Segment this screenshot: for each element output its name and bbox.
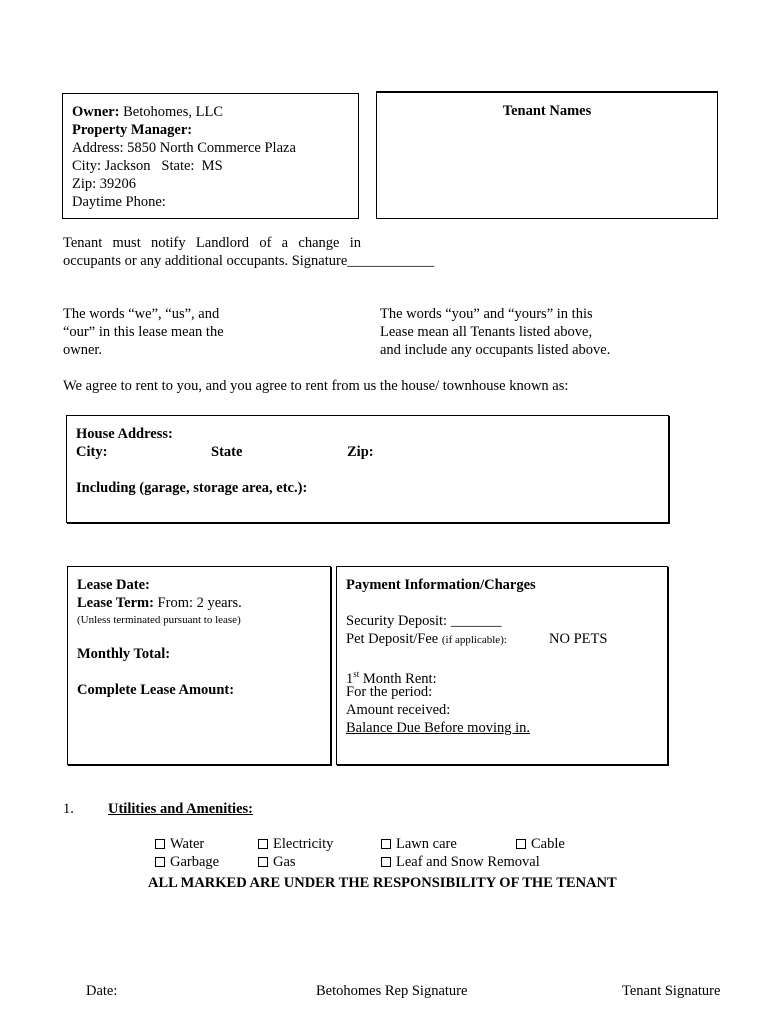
- tenant-signature-label: Tenant Signature: [622, 983, 721, 999]
- definition-we: [63, 305, 224, 359]
- definition-we-line: “our” in this lease mean the: [63, 324, 224, 340]
- definition-you-line: and include any occupants listed above.: [380, 342, 611, 358]
- payment-info-title: Payment Information/Charges: [346, 577, 536, 593]
- rep-signature-label: Betohomes Rep Signature: [316, 983, 468, 999]
- rent-period-line: For the period:: [346, 684, 433, 700]
- payment-info-box: [336, 566, 668, 765]
- house-city-label: City:: [76, 444, 108, 460]
- complete-lease-amount-label: Complete Lease Amount:: [77, 682, 235, 698]
- owner-city-state: City: Jackson State: MS: [72, 158, 223, 174]
- owner-address: Address: 5850 North Commerce Plaza: [72, 140, 296, 156]
- utility-option-cable[interactable]: [516, 835, 565, 853]
- notify-line-2: occupants or any additional occupants. Signature____________: [63, 253, 435, 269]
- utilities-section-number: 1.: [63, 801, 74, 817]
- utility-label: Lawn care: [396, 836, 457, 852]
- checkbox-icon[interactable]: [381, 857, 391, 867]
- first-month-label: Month Rent:: [362, 670, 437, 687]
- checkbox-icon[interactable]: [258, 857, 268, 867]
- pet-deposit-line: [346, 630, 507, 649]
- notify-line-1: Tenant must notify Landlord of a change in: [63, 235, 361, 251]
- house-address-box: [66, 415, 669, 523]
- tenant-responsibility-notice: ALL MARKED ARE UNDER THE RESPONSIBILITY OF THE TENANT: [148, 875, 617, 891]
- owner-line: [72, 103, 296, 121]
- security-deposit-line: Security Deposit: _______: [346, 613, 502, 629]
- utility-label: Gas: [273, 854, 296, 870]
- utility-option-lawn-care[interactable]: [381, 835, 457, 853]
- first-month-number: 1: [346, 670, 354, 687]
- lease-term-note: (Unless terminated pursuant to lease): [77, 614, 241, 626]
- checkbox-icon[interactable]: [155, 839, 165, 849]
- lease-terms-box: [67, 566, 331, 765]
- house-zip-label: Zip:: [347, 444, 374, 460]
- date-label: Date:: [86, 983, 118, 999]
- utility-option-electricity[interactable]: [258, 835, 333, 853]
- owner-phone: Daytime Phone:: [72, 194, 166, 210]
- utilities-heading: Utilities and Amenities:: [108, 801, 253, 817]
- checkbox-icon[interactable]: [516, 839, 526, 849]
- amount-received-line: Amount received:: [346, 702, 451, 718]
- utility-label: Electricity: [273, 836, 334, 852]
- balance-due-line: Balance Due Before moving in.: [346, 720, 531, 736]
- utility-option-gas[interactable]: [258, 853, 296, 871]
- utility-label: Cable: [531, 836, 565, 852]
- utility-label: Water: [170, 836, 205, 852]
- lease-date-label: Lease Date:: [77, 577, 150, 593]
- definition-we-line: owner.: [63, 342, 103, 358]
- lease-term-line: [77, 594, 242, 612]
- definition-we-line: The words “we”, “us”, and: [63, 306, 220, 322]
- definition-you-line: Lease mean all Tenants listed above,: [380, 324, 593, 340]
- utility-label: Leaf and Snow Removal: [396, 854, 540, 870]
- owner-value: Betohomes, LLC: [123, 104, 224, 120]
- property-manager-label: Property Manager:: [72, 122, 193, 138]
- house-address-label: House Address:: [76, 426, 173, 442]
- monthly-total-label: Monthly Total:: [77, 646, 171, 662]
- utility-option-garbage[interactable]: [155, 853, 219, 871]
- definition-you: [380, 305, 610, 359]
- first-month-suffix: st: [353, 669, 360, 679]
- checkbox-icon[interactable]: [381, 839, 391, 849]
- lease-term-label: Lease Term:: [77, 595, 154, 611]
- definition-you-line: The words “you” and “yours” in this: [380, 306, 593, 322]
- house-state-label: State: [211, 444, 243, 460]
- owner-label: Owner:: [72, 104, 120, 120]
- checkbox-icon[interactable]: [155, 857, 165, 867]
- notify-text: [63, 234, 435, 270]
- tenant-names-title: Tenant Names: [502, 103, 592, 119]
- lease-term-value: From: 2 years.: [157, 595, 242, 611]
- utility-label: Garbage: [170, 854, 220, 870]
- owner-zip: Zip: 39206: [72, 176, 137, 192]
- utility-option-leaf-snow[interactable]: [381, 853, 540, 871]
- utility-option-water[interactable]: [155, 835, 204, 853]
- checkbox-icon[interactable]: [258, 839, 268, 849]
- agreement-statement: We agree to rent to you, and you agree to rent from us the house/ townhouse known as:: [63, 378, 569, 394]
- no-pets-text: NO PETS: [549, 631, 608, 647]
- owner-info-box: [62, 93, 359, 219]
- pet-deposit-note: (if applicable):: [441, 634, 507, 646]
- tenant-names-box: [376, 91, 718, 219]
- pet-deposit-label: Pet Deposit/Fee: [346, 631, 439, 647]
- house-including-label: Including (garage, storage area, etc.):: [76, 480, 308, 496]
